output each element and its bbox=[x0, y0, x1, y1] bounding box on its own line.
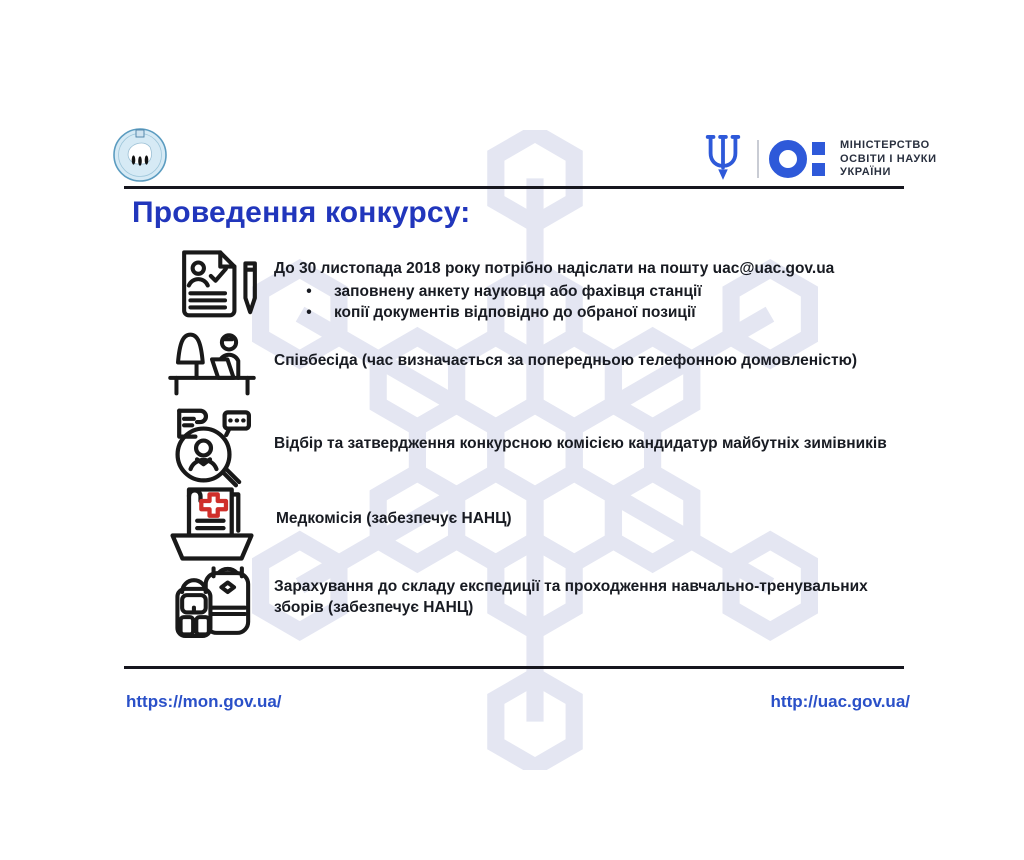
uac-gov-link[interactable]: http://uac.gov.ua/ bbox=[770, 692, 910, 711]
backpacks-icon bbox=[168, 560, 256, 646]
ministry-name bbox=[840, 139, 937, 180]
ministry-line-3: УКРАЇНИ bbox=[840, 166, 891, 178]
candidate-selection-magnifier-icon bbox=[163, 404, 257, 492]
interview-desk-icon bbox=[166, 330, 258, 398]
bullet-text: копії документів відповідно до обраної позиції bbox=[334, 304, 696, 321]
step-4-text: Медкомісія (забезпечує НАНЦ) bbox=[276, 510, 512, 527]
ministry-line-2: ОСВІТИ І НАУКИ bbox=[840, 152, 937, 165]
bullet-marker: • bbox=[306, 283, 312, 300]
mon-logo-icon bbox=[768, 138, 834, 180]
antarctic-center-logo bbox=[112, 127, 168, 183]
bottom-rule bbox=[124, 666, 904, 669]
cv-document-pen-icon bbox=[170, 246, 258, 328]
list-item bbox=[274, 281, 914, 302]
step-1-bullets bbox=[274, 281, 914, 323]
mon-gov-link[interactable]: https://mon.gov.ua/ bbox=[126, 692, 282, 711]
list-item bbox=[274, 302, 914, 323]
bullet-marker: • bbox=[306, 304, 312, 321]
bullet-text: заповнену анкету науковця або фахівця станції bbox=[334, 283, 702, 300]
header-divider bbox=[757, 140, 759, 178]
page-title: Проведення конкурсу: bbox=[132, 196, 471, 229]
step-1-main-line: До 30 листопада 2018 року потрібно надіслати на пошту uac@uac.gov.ua bbox=[274, 260, 835, 277]
step-1-text bbox=[274, 258, 914, 323]
step-2-text: Співбесіда (час визначається за попередньою телефонною домовленістю) bbox=[274, 352, 858, 369]
ministry-line-1: МІНІСТЕРСТВО bbox=[840, 139, 930, 151]
trident-icon bbox=[702, 132, 744, 182]
top-rule bbox=[124, 186, 904, 189]
step-3-text: Відбір та затвердження конкурсною комісією кандидатур майбутніх зимівників bbox=[274, 435, 887, 452]
step-5-text: Зарахування до складу експедиції та проходження навчально-тренувальних зборів (забезпечує НАНЦ) bbox=[274, 578, 868, 616]
medical-folder-icon bbox=[166, 481, 258, 567]
